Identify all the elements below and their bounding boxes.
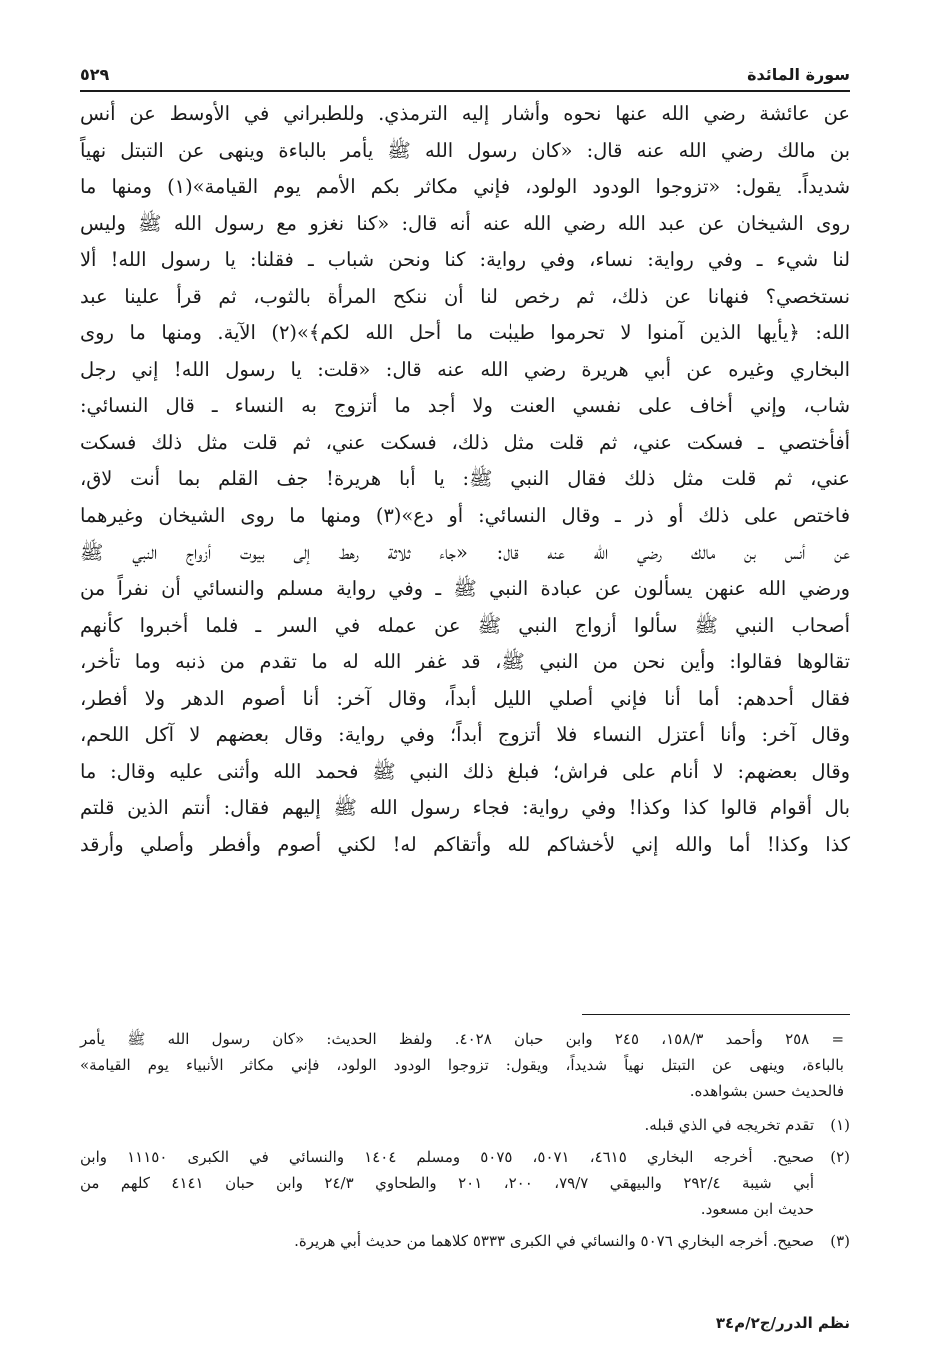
text-line: نستخصي؟ فنهانا عن ذلك، ثم رخص لنا أن ننكح المرأة بالثوب، ثم قرأ علينا عبد bbox=[80, 284, 850, 308]
footnote-line: صحيح. أخرجه البخاري ٤٦١٥، ٥٠٧١، ٥٠٧٥ ومسلم ١٤٠٤ والنسائي في الكبرى ١١١٥٠ وابن bbox=[80, 1148, 815, 1166]
text-line: البخاري وغيره عن أبي هريرة رضي الله عنه قال: «قلت: يا رسول الله! إني رجل bbox=[80, 357, 850, 381]
footnotes bbox=[80, 1026, 850, 1260]
text-line: عن أنس بن مالك رضي الله عنه قال: «جاء ثلاثة رهط إلى بيوت أزواج النبي ﷺ bbox=[80, 540, 850, 564]
surah-title: سورة المائدة bbox=[747, 64, 850, 84]
text-line: شديداً. يقول: «تزوجوا الودود الولود، فإني مكاثر بكم الأمم يوم القيامة»(١) ومنها ما bbox=[80, 175, 850, 199]
text-line: وقال بعضهم: لا أنام على فراش؛ فبلغ ذلك النبي ﷺ فحمد الله وأثنى عليه وقال: ما bbox=[80, 759, 850, 783]
text-line: ورضي الله عنهن يسألون عن عبادة النبي ﷺ ـ وفي رواية مسلم والنسائي أن نفراً من bbox=[80, 577, 850, 601]
text-line: تقالوها فقالوا: وأين نحن من النبي ﷺ، قد غفر الله له ما تقدم من ذنبه وما تأخر، bbox=[80, 650, 850, 674]
text-line: شاب، وإني أخاف على نفسي العنت ولا أجد ما أتزوج به النساء ـ قال النسائي: bbox=[80, 394, 850, 418]
footnote-continuation bbox=[80, 1026, 850, 1104]
printer-signature: نظم الدرر/ج٢/م٣٤ bbox=[715, 1314, 850, 1332]
text-line: لنا شيء ـ وفي رواية: نساء، وفي رواية: كنا ونحن شباب ـ فقلنا: يا رسول الله! ألا bbox=[80, 248, 850, 272]
book-page bbox=[80, 52, 850, 1332]
footnote-1 bbox=[80, 1112, 850, 1138]
footnote-3 bbox=[80, 1228, 850, 1254]
text-line: فاختص على ذلك أو ذر ـ وقال النسائي: أو دع»(٣) ومنها ما روى الشيخان وغيرهما bbox=[80, 504, 850, 528]
text-line: فقال أحدهم: أما أنا فإني أصلي الليل أبداً، وقال آخر: أنا أصوم الدهر ولا أفطر، bbox=[80, 686, 850, 710]
text-line: الله: ﴿يأيها الذين آمنوا لا تحرموا طيبٰت ما أحل الله لكم﴾»(٢) الآية. ومنها ما روى bbox=[80, 321, 850, 345]
text-line: روى الشيخان عن عبد الله رضي الله عنه أنه قال: «كنا نغزو مع رسول الله ﷺ وليس bbox=[80, 211, 850, 235]
footnote-line: صحيح. أخرجه البخاري ٥٠٧٦ والنسائي في الكبرى ٥٣٣٣ كلاهما من حديث أبي هريرة. bbox=[294, 1232, 814, 1250]
text-line: بال أقوام قالوا كذا وكذا! وفي رواية: فجاء رسول الله ﷺ إليهم فقال: أنتم الذين قلتم bbox=[80, 796, 850, 820]
running-header bbox=[80, 62, 850, 86]
footnote-line: حديث ابن مسعود. bbox=[700, 1200, 814, 1218]
text-line: وقال آخر: وأنا أعتزل النساء فلا أتزوج أبداً؛ وفي رواية: وقال بعضهم لا آكل اللحم، bbox=[80, 723, 850, 747]
text-line: عني، ثم قلت مثل ذلك فقال النبي ﷺ: يا أبا هريرة! جف القلم بما أنت لاق، bbox=[80, 467, 850, 491]
footnote-line: أبي شيبة ٢٩٢/٤ والبيهقي ٧٩/٧، ٢٠٠، ٢٠١ والطحاوي ٢٤/٣ وابن حبان ٤١٤١ كلهم من bbox=[80, 1174, 815, 1192]
text-line: كذا وكذا! أما والله إني لأخشاكم لله وأتقاكم له! لكني أصوم وأفطر وأصلي وأرقد bbox=[80, 832, 850, 856]
footnote-number: (٢) bbox=[830, 1148, 850, 1166]
text-line: بن مالك رضي الله عنه قال: «كان رسول الله ﷺ يأمر بالباءة وينهى عن التبتل نهياً bbox=[80, 138, 850, 162]
text-line: أفأختصي ـ فسكت عني، ثم قلت مثل ذلك، فسكت عني، ثم قلت مثل ذلك فسكت bbox=[80, 430, 850, 454]
footnote-line: فالحديث حسن بشواهده. bbox=[689, 1082, 844, 1100]
text-line: أصحاب النبي ﷺ سألوا أزواج النبي ﷺ عن عمله في السر ـ فلما أخبروا كأنهم bbox=[80, 613, 850, 637]
text-line: عن عائشة رضي الله عنها نحوه وأشار إليه الترمذي. وللطبراني في الأوسط عن أنس bbox=[80, 102, 850, 125]
footnote-line: بالباءة، وينهى عن التبتل نهياً شديداً، ويقول: تزوجوا الودود الولود، فإني مكاثر الأنبياء يوم القيامة» bbox=[80, 1056, 844, 1074]
footnote-2 bbox=[80, 1144, 850, 1222]
page-number: ٥٢٩ bbox=[80, 64, 110, 84]
header-divider bbox=[80, 90, 850, 92]
footnote-number: (١) bbox=[830, 1116, 850, 1134]
footnote-line: تقدم تخريجه في الذي قبله. bbox=[644, 1116, 814, 1134]
main-text bbox=[80, 96, 850, 863]
footnote-number: (٣) bbox=[830, 1232, 850, 1250]
footnote-divider bbox=[582, 1014, 850, 1015]
footnote-line: = ٢٥٨ وأحمد ١٥٨/٣، ٢٤٥ وابن حبان ٤٠٢٨. ولفظ الحديث: «كان رسول الله ﷺ يأمر bbox=[80, 1030, 845, 1048]
